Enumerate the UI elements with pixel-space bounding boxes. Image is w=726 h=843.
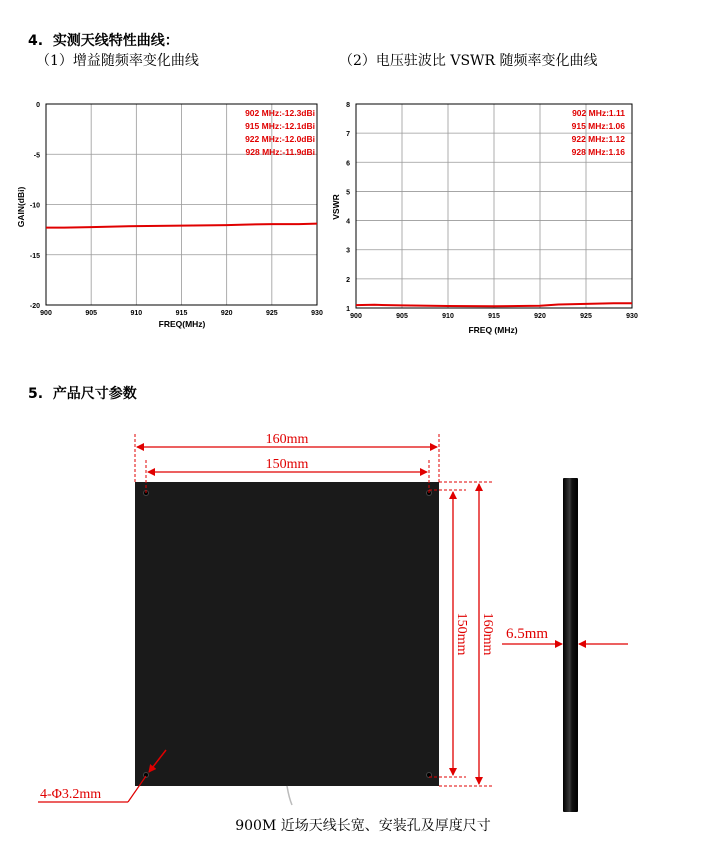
section-5-number: 5. [28,386,44,402]
figure-caption: 900M 近场天线长宽、安装孔及厚度尺寸 [235,818,491,834]
gain-x-tick-labels [40,310,323,317]
vswr-x-tick-label: 915 [488,313,500,320]
gain-x-tick-label: 900 [40,310,52,317]
section-4-heading [28,30,179,50]
height-160-label: 160mm [480,612,495,656]
vswr-x-tick-label: 900 [350,313,362,320]
section-4-number: 4. [28,33,44,49]
vswr-annotation: 928 MHz:1.16 [571,147,625,157]
gain-y-tick-labels [30,102,40,310]
vswr-y-tick-label: 6 [346,160,350,168]
gain-y-axis-label: GAIN(dBi) [16,186,26,228]
gain-chart [10,95,330,335]
gain-x-tick-label: 910 [130,310,143,317]
section-5-heading [28,383,137,403]
gain-y-tick-label: -20 [29,303,40,310]
dimension-drawing [0,420,726,815]
section-4-title: 实测天线特性曲线： [52,33,179,49]
width-160-label: 160mm [265,432,309,447]
gain-annotation: 902 MHz:-12.3dBi [245,108,315,118]
antenna-cable [287,786,292,805]
section-5-title: 产品尺寸参数 [52,386,137,402]
vswr-y-tick-label: 5 [346,189,350,197]
gain-x-axis-label: FREQ(MHz) [158,319,206,329]
gain-subtitle: （1）增益随频率变化曲线 [36,53,199,69]
vswr-y-tick-label: 7 [346,131,350,139]
vswr-y-tick-label: 4 [346,218,350,226]
vswr-y-tick-label: 8 [346,102,350,109]
vswr-y-axis-label: VSWR [331,194,341,220]
vswr-x-tick-label: 910 [442,313,454,320]
vswr-y-tick-label: 1 [346,306,350,313]
gain-y-tick-label: -15 [29,252,40,260]
gain-y-tick-label: -10 [29,202,40,210]
vswr-x-tick-label: 930 [626,313,638,320]
vswr-x-tick-label: 905 [396,313,408,320]
holes-label: 4-Φ3.2mm [40,787,102,802]
vswr-y-tick-label: 2 [346,276,350,284]
vswr-y-tick-label: 3 [346,247,350,255]
gain-x-tick-label: 920 [220,310,233,317]
height-150-label: 150mm [454,612,469,656]
gain-annotations [245,108,315,157]
gain-annotation: 915 MHz:-12.1dBi [245,121,315,131]
vswr-x-tick-labels [350,313,638,320]
gain-x-tick-label: 925 [265,310,278,317]
vswr-chart [325,95,645,335]
width-150-label: 150mm [265,457,309,472]
gain-x-tick-label: 930 [311,310,323,317]
vswr-x-tick-label: 920 [534,313,546,320]
gain-x-tick-label: 905 [85,310,98,317]
vswr-y-tick-labels [346,102,350,313]
gain-x-tick-label: 915 [175,310,188,317]
antenna-panel [135,482,439,786]
gain-y-tick-label: -5 [33,152,40,160]
vswr-annotation: 922 MHz:1.12 [571,134,625,144]
vswr-x-axis-label: FREQ (MHz) [468,325,518,335]
gain-annotation: 928 MHz:-11.9dBi [245,147,315,157]
gain-y-tick-label: 0 [36,102,40,109]
vswr-annotation: 902 MHz:1.11 [572,108,625,118]
vswr-subtitle: （2）电压驻波比 VSWR 随频率变化曲线 [339,53,598,69]
vswr-annotations [572,108,626,157]
thickness-label: 6.5mm [506,626,549,642]
gain-annotation: 922 MHz:-12.0dBi [245,134,315,144]
antenna-side-view [563,478,578,812]
vswr-x-tick-label: 925 [580,313,592,320]
vswr-annotation: 915 MHz:1.06 [571,121,625,131]
